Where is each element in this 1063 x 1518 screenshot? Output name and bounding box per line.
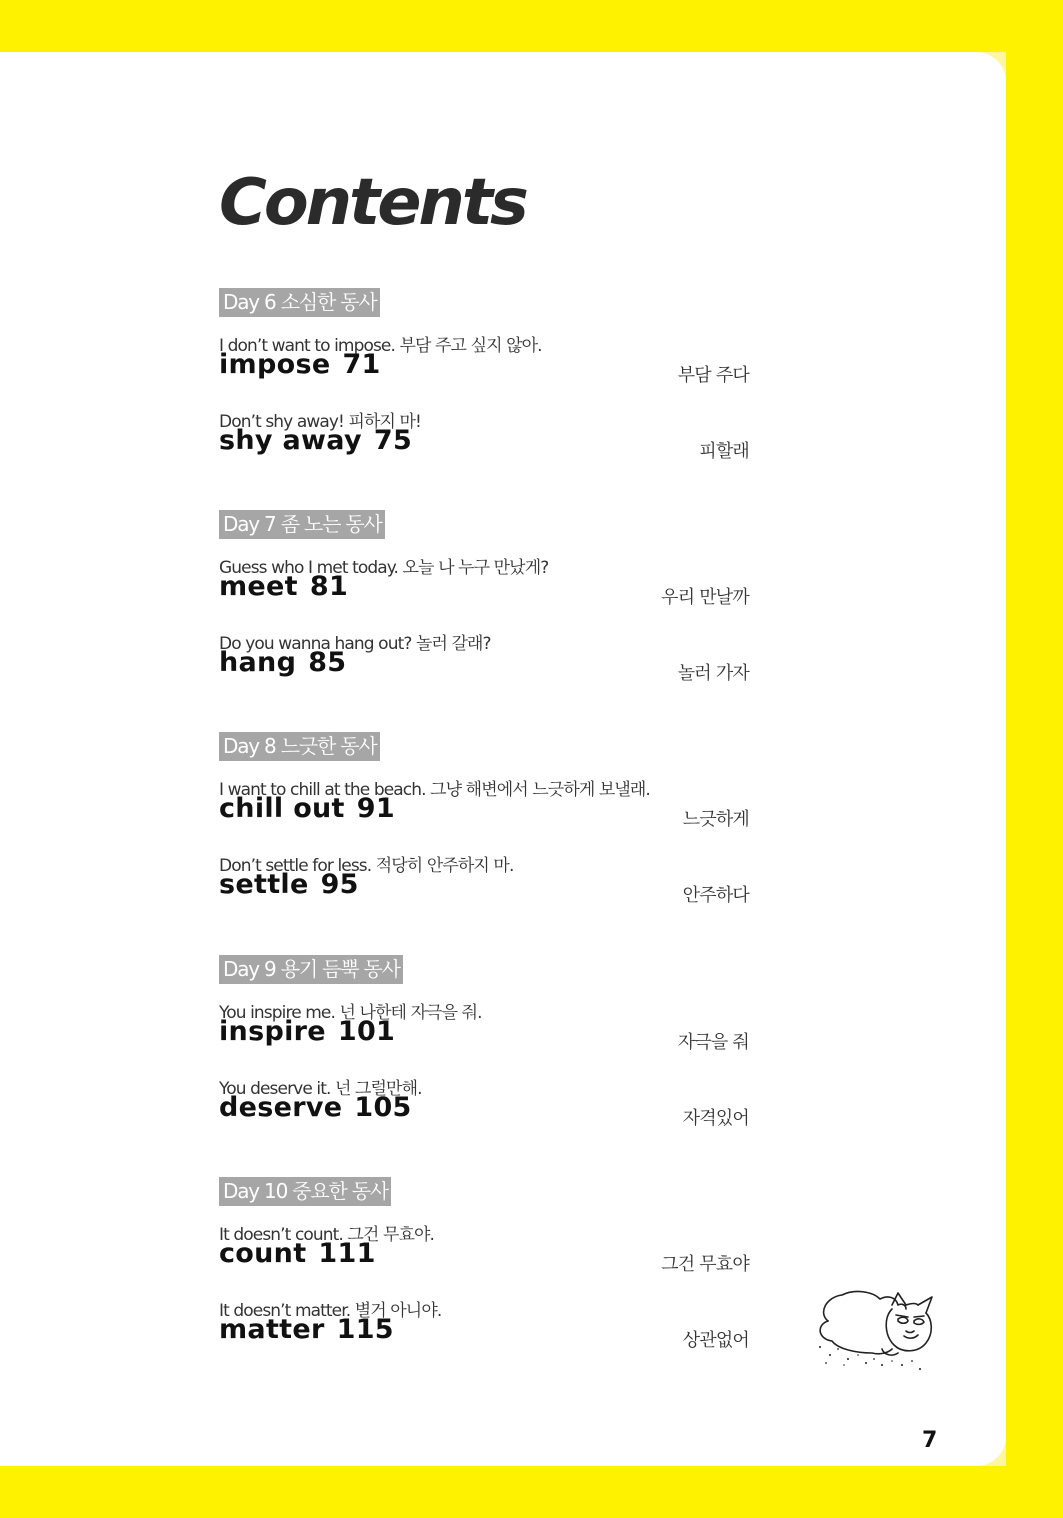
section-day8 (219, 732, 759, 927)
page-ref: 105 (354, 1092, 412, 1123)
page-number: 7 (922, 1428, 938, 1453)
entry-word[interactable] (219, 869, 359, 900)
day-label: Day 6 소심한 동사 (219, 288, 380, 317)
example-sentence: Do you wanna hang out? 놀러 갈래? (219, 634, 491, 654)
entry-word[interactable] (219, 647, 346, 678)
word-text: meet (219, 571, 298, 602)
page-ref: 75 (373, 425, 413, 456)
day-label: Day 9 용기 듬뿍 동사 (219, 955, 403, 984)
meaning-text: 그건 무효야 (661, 1254, 749, 1275)
day-label: Day 10 중요한 동사 (219, 1177, 391, 1206)
meaning-text: 안주하다 (682, 885, 749, 906)
example-sentence: It doesn’t count. 그건 무효야. (219, 1225, 435, 1245)
page-ref: 81 (309, 571, 349, 602)
meaning-text: 느긋하게 (682, 809, 749, 830)
bottom-yellow-band (0, 1466, 1063, 1518)
entry-word[interactable] (219, 1016, 395, 1047)
entry-word[interactable] (219, 1238, 376, 1269)
word-text: matter (219, 1314, 325, 1345)
meaning-text: 자격있어 (682, 1108, 749, 1129)
page-ref: 115 (336, 1314, 394, 1345)
top-yellow-band (0, 0, 1063, 52)
meaning-text: 부담 주다 (677, 365, 749, 386)
list-item (219, 1074, 759, 1150)
example-sentence: You deserve it. 넌 그럴만해. (219, 1079, 422, 1099)
section-day7 (219, 510, 759, 705)
list-item (219, 629, 759, 705)
word-text: chill out (219, 793, 345, 824)
page-ref: 101 (337, 1016, 396, 1047)
word-text: deserve (219, 1092, 343, 1123)
meaning-text: 피할래 (699, 441, 749, 462)
section-day6 (219, 288, 759, 483)
meaning-text: 우리 만날까 (661, 587, 749, 608)
list-item (219, 998, 759, 1074)
list-item (219, 1220, 759, 1296)
word-text: settle (219, 869, 309, 900)
page-ref: 95 (320, 869, 359, 900)
page-ref: 111 (318, 1238, 376, 1269)
entry-word[interactable] (219, 349, 381, 380)
entry-word[interactable] (219, 571, 348, 602)
word-text: inspire (219, 1016, 326, 1047)
day-label: Day 8 느긋한 동사 (219, 732, 380, 761)
right-yellow-band (1006, 0, 1063, 1518)
list-item (219, 553, 759, 629)
cat-illustration (808, 1283, 948, 1383)
example-sentence: It doesn’t matter. 별거 아니야. (219, 1301, 442, 1321)
example-sentence: You inspire me. 넌 나한테 자극을 줘. (219, 1003, 482, 1023)
example-sentence: I don’t want to impose. 부담 주고 싶지 않아. (219, 336, 542, 356)
entry-word[interactable] (219, 793, 395, 824)
entry-word[interactable] (219, 1092, 412, 1123)
word-text: impose (219, 349, 331, 380)
word-text: shy away (219, 425, 362, 456)
meaning-text: 자극을 줘 (677, 1032, 749, 1053)
list-item (219, 775, 759, 851)
example-sentence: Guess who I met today. 오늘 나 누구 만났게? (219, 558, 549, 578)
example-sentence: Don’t shy away! 피하지 마! (219, 412, 421, 432)
entry-word[interactable] (219, 425, 412, 456)
page-ref: 71 (342, 349, 381, 380)
word-text: hang (219, 647, 297, 678)
list-item (219, 1296, 759, 1372)
page-ref: 91 (356, 793, 395, 824)
meaning-text: 놀러 가자 (677, 663, 749, 684)
list-item (219, 407, 759, 483)
list-item (219, 331, 759, 407)
section-day9 (219, 955, 759, 1150)
example-sentence: Don’t settle for less. 적당히 안주하지 마. (219, 856, 514, 876)
section-day10 (219, 1177, 759, 1372)
page-ref: 85 (308, 647, 347, 678)
example-sentence: I want to chill at the beach. 그냥 해변에서 느긋하게 보낼래. (219, 780, 650, 800)
word-text: count (219, 1238, 307, 1269)
list-item (219, 851, 759, 927)
meaning-text: 상관없어 (682, 1330, 749, 1351)
entry-word[interactable] (219, 1314, 394, 1345)
page-title: Contents (219, 166, 526, 240)
day-label: Day 7 좀 노는 동사 (219, 510, 385, 539)
